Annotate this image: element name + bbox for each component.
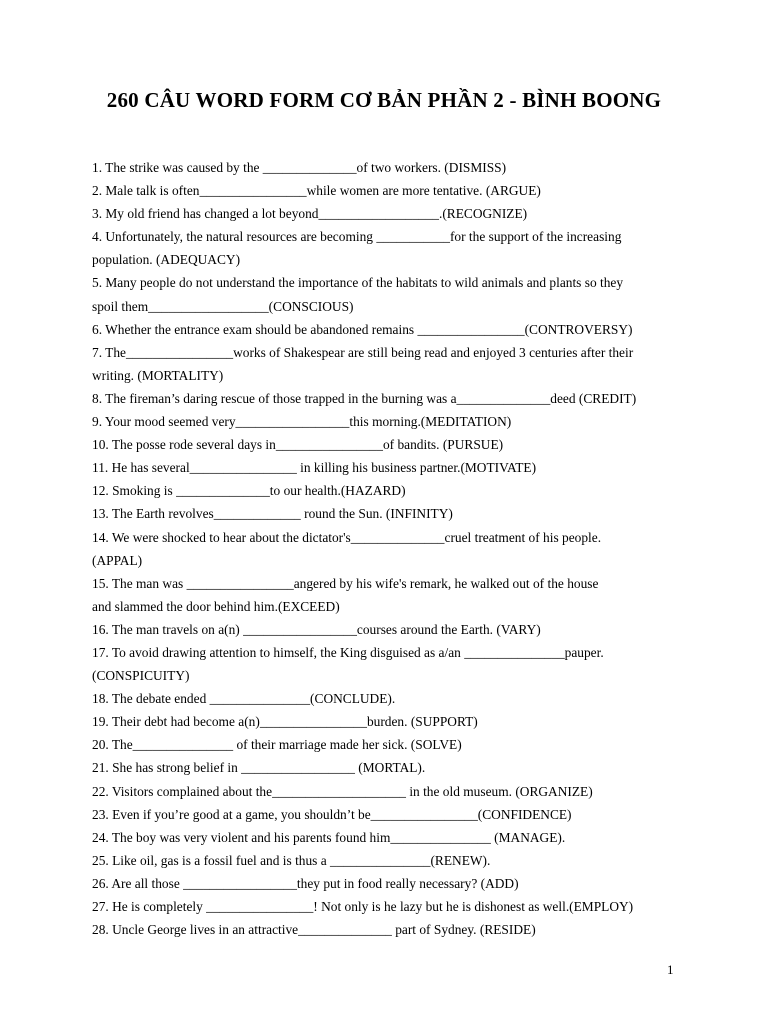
question-line: 4. Unfortunately, the natural resources are becoming ___________for the support of the increasing	[92, 229, 622, 245]
document-title: 260 CÂU WORD FORM CƠ BẢN PHẦN 2 - BÌNH BOONG	[106, 88, 662, 112]
question-line: 9. Your mood seemed very_________________this morning.(MEDITATION)	[92, 414, 512, 430]
question-line: 27. He is completely ________________! Not only is he lazy but he is dishonest as well.(EMPLOY)	[92, 899, 634, 914]
question-line: 19. Their debt had become a(n)________________burden. (SUPPORT)	[92, 714, 478, 730]
question-line: 14. We were shocked to hear about the dictator's______________cruel treatment of his people.	[92, 529, 602, 545]
question-line: 1. The strike was caused by the ______________of two workers. (DISMISS)	[92, 160, 507, 175]
question-line: 26. Are all those _________________they put in food really necessary? (ADD)	[92, 875, 519, 891]
question-line: 12. Smoking is ______________to our health.(HAZARD)	[92, 483, 406, 499]
question-line: 20. The_______________ of their marriage made her sick. (SOLVE)	[92, 737, 462, 753]
question-line: population. (ADEQUACY)	[92, 252, 241, 268]
question-line: 22. Visitors complained about the____________________ in the old museum. (ORGANIZE)	[92, 783, 593, 799]
question-line: 16. The man travels on a(n) _________________courses around the Earth. (VARY)	[92, 621, 541, 637]
question-line: 6. Whether the entrance exam should be abandoned remains ________________(CONTROVERSY)	[92, 321, 633, 337]
question-line: 21. She has strong belief in _________________ (MORTAL).	[92, 760, 426, 776]
question-line: 28. Uncle George lives in an attractive______________ part of Sydney. (RESIDE)	[92, 922, 536, 938]
question-line: 2. Male talk is often________________while women are more tentative. (ARGUE)	[92, 183, 541, 199]
question-line: 25. Like oil, gas is a fossil fuel and is thus a _______________(RENEW).	[92, 852, 491, 868]
question-line: 24. The boy was very violent and his parents found him_______________ (MANAGE).	[92, 829, 566, 845]
question-line: writing. (MORTALITY)	[92, 367, 224, 383]
question-line: (CONSPICUITY)	[92, 668, 190, 684]
page-number: 1	[667, 962, 674, 977]
question-line: 23. Even if you’re good at a game, you shouldn’t be________________(CONFIDENCE)	[92, 806, 572, 822]
question-line: 18. The debate ended _______________(CONCLUDE).	[92, 691, 396, 707]
question-line: 3. My old friend has changed a lot beyond__________________.(RECOGNIZE)	[92, 206, 528, 222]
question-line: spoil them__________________(CONSCIOUS)	[92, 298, 354, 314]
question-line: 13. The Earth revolves_____________ round the Sun. (INFINITY)	[92, 506, 453, 522]
question-line: 10. The posse rode several days in________________of bandits. (PURSUE)	[92, 437, 504, 453]
question-line: 11. He has several________________ in killing his business partner.(MOTIVATE)	[92, 460, 537, 476]
question-list	[92, 156, 672, 941]
question-line: 17. To avoid drawing attention to himself, the King disguised as a/an _______________pauper.	[92, 644, 604, 660]
question-line: 5. Many people do not understand the importance of the habitats to wild animals and plants so they	[92, 275, 624, 291]
question-line: 7. The________________works of Shakespear are still being read and enjoyed 3 centuries after their	[92, 344, 634, 360]
question-line: 8. The fireman’s daring rescue of those trapped in the burning was a______________deed (CREDIT)	[92, 390, 637, 406]
question-line: and slammed the door behind him.(EXCEED)	[92, 598, 340, 614]
question-line: (APPAL)	[92, 552, 143, 568]
question-line: 15. The man was ________________angered by his wife's remark, he walked out of the house	[92, 575, 599, 591]
